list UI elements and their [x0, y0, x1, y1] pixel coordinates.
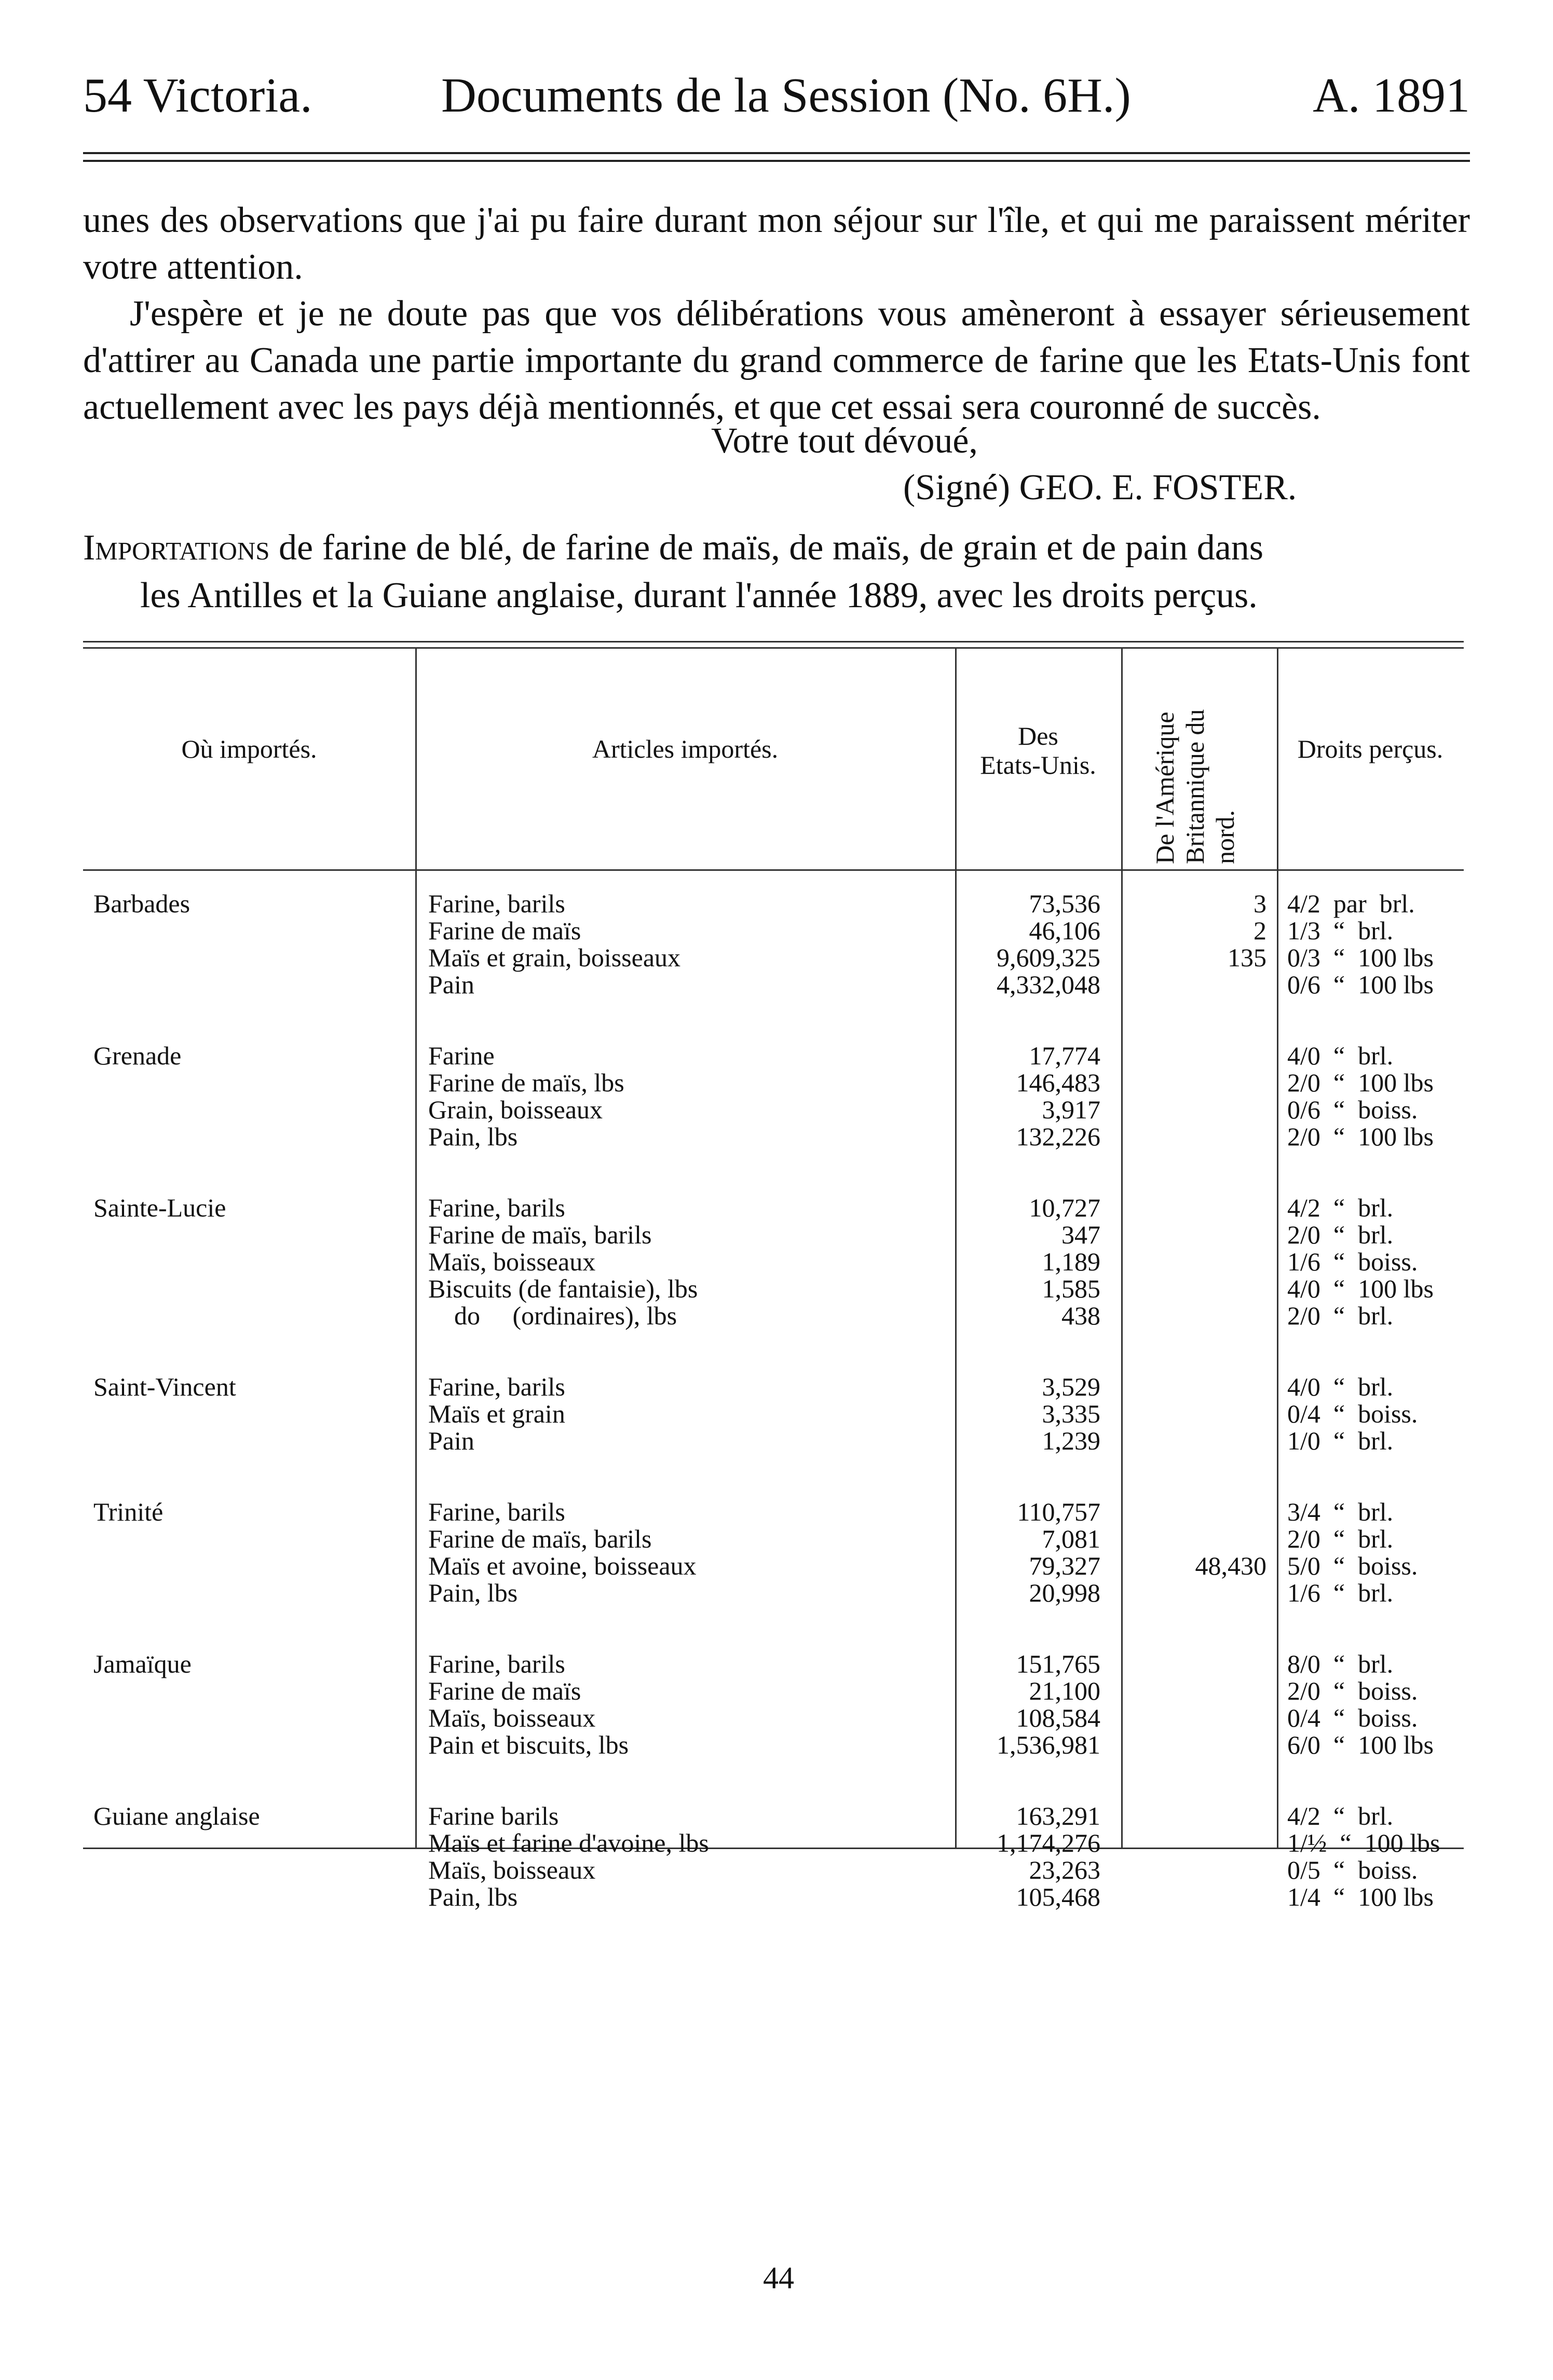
duty-cell: 0/5 “ boiss.	[1287, 1855, 1418, 1884]
bna-quantity-cell: 135	[1228, 943, 1266, 972]
article-cell: Biscuits (de fantaisie), lbs	[428, 1274, 698, 1303]
duty-cell: 4/0 “ 100 lbs	[1287, 1274, 1434, 1303]
header-article: Articles importés.	[592, 734, 779, 763]
header-right: A. 1891	[1313, 69, 1470, 122]
article-cell: Maïs et avoine, boisseaux	[428, 1551, 697, 1580]
table-title	[83, 524, 1470, 620]
bna-quantity-cell: 48,430	[1195, 1551, 1266, 1580]
col-rule-4	[1277, 647, 1278, 1848]
header-rule-bottom	[83, 160, 1470, 162]
article-cell: Grain, boisseaux	[428, 1095, 603, 1124]
us-quantity-cell: 4,332,048	[997, 970, 1100, 999]
us-quantity-cell: 23,263	[1029, 1855, 1100, 1884]
us-quantity-cell: 1,239	[1042, 1426, 1100, 1455]
duty-cell: 0/6 “ boiss.	[1287, 1095, 1418, 1124]
place-name: Sainte-Lucie	[93, 1193, 226, 1222]
us-quantity-cell: 17,774	[1029, 1041, 1100, 1070]
header-rule-top	[83, 152, 1470, 154]
us-quantity-cell: 3,335	[1042, 1399, 1100, 1428]
article-cell: Maïs et grain, boisseaux	[428, 943, 681, 972]
us-quantity-cell: 21,100	[1029, 1676, 1100, 1705]
duty-cell: 4/0 “ brl.	[1287, 1041, 1394, 1070]
table-rule-top-2	[83, 647, 1464, 649]
letter-signature: (Signé) GEO. E. FOSTER.	[903, 468, 1297, 508]
header-bna-line1: De l'Amérique	[1150, 712, 1179, 864]
duty-cell: 4/2 par brl.	[1287, 889, 1415, 918]
table-title-line2: les Antilles et la Guiane anglaise, durant l'année 1889, avec les droits perçus.	[140, 576, 1258, 615]
duty-cell: 1/4 “ 100 lbs	[1287, 1882, 1434, 1911]
col-rule-1	[415, 647, 417, 1848]
letter-paragraph-1: unes des observations que j'ai pu faire durant mon séjour sur l'île, et qui me paraissent mériter votre attention.	[83, 200, 1470, 287]
header-us-line2: Etats-Unis.	[980, 750, 1096, 779]
header-duties: Droits perçus.	[1297, 734, 1443, 763]
us-quantity-cell: 3,917	[1042, 1095, 1100, 1124]
duty-cell: 0/3 “ 100 lbs	[1287, 943, 1434, 972]
duty-cell: 2/0 “ brl.	[1287, 1524, 1394, 1553]
table-title-lead: Importations	[83, 528, 270, 568]
article-cell: Farine de maïs	[428, 1676, 581, 1705]
article-cell: Farine de maïs, barils	[428, 1524, 652, 1553]
us-quantity-cell: 110,757	[1017, 1497, 1100, 1526]
us-quantity-cell: 108,584	[1016, 1703, 1100, 1732]
article-cell: Pain	[428, 970, 474, 999]
header-bna	[1150, 656, 1240, 864]
us-quantity-cell: 1,536,981	[997, 1730, 1100, 1759]
article-cell: Farine de maïs	[428, 916, 581, 945]
duty-cell: 0/4 “ boiss.	[1287, 1399, 1418, 1428]
duty-cell: 0/6 “ 100 lbs	[1287, 970, 1434, 999]
article-cell: Farine, barils	[428, 1193, 565, 1222]
us-quantity-cell: 46,106	[1029, 916, 1100, 945]
duty-cell: 8/0 “ brl.	[1287, 1649, 1394, 1678]
article-cell: Farine, barils	[428, 1497, 565, 1526]
table-rule-top	[83, 641, 1464, 642]
article-cell: Pain, lbs	[428, 1578, 518, 1607]
duty-cell: 4/2 “ brl.	[1287, 1801, 1394, 1830]
article-cell: Farine, barils	[428, 1372, 565, 1401]
place-name: Barbades	[93, 889, 190, 918]
duty-cell: 1/3 “ brl.	[1287, 916, 1394, 945]
us-quantity-cell: 7,081	[1042, 1524, 1100, 1553]
article-cell: Pain, lbs	[428, 1122, 518, 1151]
table-header-rule	[83, 869, 1464, 871]
duty-cell: 1/6 “ brl.	[1287, 1578, 1394, 1607]
article-cell: Maïs et farine d'avoine, lbs	[428, 1828, 709, 1857]
article-cell: Farine de maïs, barils	[428, 1220, 652, 1249]
letter-paragraph-2: J'espère et je ne doute pas que vos délibérations vous amèneront à essayer sérieusement d'attirer au Canada une partie importante du grand commerce de farine que les Etats-Unis font actuellement avec les pays déjà mentionnés, et que cet essai sera couronné de succès.	[83, 294, 1470, 427]
us-quantity-cell: 10,727	[1029, 1193, 1100, 1222]
us-quantity-cell: 163,291	[1016, 1801, 1100, 1830]
us-quantity-cell: 79,327	[1029, 1551, 1100, 1580]
duty-cell: 1/½ “ 100 lbs	[1287, 1828, 1440, 1857]
article-cell: Maïs, boisseaux	[428, 1703, 596, 1732]
place-name: Grenade	[93, 1041, 182, 1070]
article-cell: Maïs, boisseaux	[428, 1247, 596, 1276]
us-quantity-cell: 1,174,276	[997, 1828, 1100, 1857]
article-cell: Farine, barils	[428, 889, 565, 918]
duty-cell: 2/0 “ boiss.	[1287, 1676, 1418, 1705]
us-quantity-cell: 9,609,325	[997, 943, 1100, 972]
bna-quantity-cell: 3	[1254, 889, 1266, 918]
duty-cell: 2/0 “ brl.	[1287, 1220, 1394, 1249]
article-cell: Farine barils	[428, 1801, 559, 1830]
header-bna-line3: nord.	[1210, 810, 1239, 864]
article-cell: Farine de maïs, lbs	[428, 1068, 624, 1097]
us-quantity-cell: 73,536	[1029, 889, 1100, 918]
header-left: 54 Victoria.	[83, 69, 312, 122]
us-quantity-cell: 1,189	[1042, 1247, 1100, 1276]
bna-quantity-cell: 2	[1254, 916, 1266, 945]
col-rule-3	[1121, 647, 1123, 1848]
duty-cell: 1/6 “ boiss.	[1287, 1247, 1418, 1276]
header-us	[955, 721, 1121, 779]
us-quantity-cell: 105,468	[1016, 1882, 1100, 1911]
header-bna-line2: Britannique du	[1180, 709, 1209, 864]
place-name: Saint-Vincent	[93, 1372, 236, 1401]
article-cell: Pain et biscuits, lbs	[428, 1730, 629, 1759]
us-quantity-cell: 151,765	[1016, 1649, 1100, 1678]
article-cell: do (ordinaires), lbs	[428, 1301, 677, 1330]
duty-cell: 1/0 “ brl.	[1287, 1426, 1394, 1455]
page-number: 44	[763, 2261, 794, 2295]
header-center: Documents de la Session (No. 6H.)	[441, 69, 1131, 122]
article-cell: Pain, lbs	[428, 1882, 518, 1911]
header-us-line1: Des	[1018, 721, 1058, 750]
us-quantity-cell: 3,529	[1042, 1372, 1100, 1401]
us-quantity-cell: 146,483	[1016, 1068, 1100, 1097]
table-title-line1: de farine de blé, de farine de maïs, de maïs, de grain et de pain dans	[269, 528, 1264, 568]
duty-cell: 2/0 “ brl.	[1287, 1301, 1394, 1330]
place-name: Guiane anglaise	[93, 1801, 260, 1830]
us-quantity-cell: 347	[1061, 1220, 1100, 1249]
duty-cell: 3/4 “ brl.	[1287, 1497, 1394, 1526]
us-quantity-cell: 132,226	[1016, 1122, 1100, 1151]
place-name: Trinité	[93, 1497, 164, 1526]
letter-body	[83, 197, 1470, 431]
duty-cell: 2/0 “ 100 lbs	[1287, 1068, 1434, 1097]
duty-cell: 0/4 “ boiss.	[1287, 1703, 1418, 1732]
running-header	[83, 67, 1470, 125]
place-name: Jamaïque	[93, 1649, 192, 1678]
duty-cell: 4/0 “ brl.	[1287, 1372, 1394, 1401]
duty-cell: 2/0 “ 100 lbs	[1287, 1122, 1434, 1151]
col-rule-2	[955, 647, 957, 1848]
duty-cell: 5/0 “ boiss.	[1287, 1551, 1418, 1580]
article-cell: Farine	[428, 1041, 495, 1070]
duty-cell: 4/2 “ brl.	[1287, 1193, 1394, 1222]
article-cell: Maïs et grain	[428, 1399, 565, 1428]
article-cell: Pain	[428, 1426, 474, 1455]
article-cell: Farine, barils	[428, 1649, 565, 1678]
us-quantity-cell: 20,998	[1029, 1578, 1100, 1607]
us-quantity-cell: 438	[1061, 1301, 1100, 1330]
header-place: Où importés.	[181, 734, 317, 763]
article-cell: Maïs, boisseaux	[428, 1855, 596, 1884]
us-quantity-cell: 1,585	[1042, 1274, 1100, 1303]
letter-closing: Votre tout dévoué,	[711, 421, 978, 461]
duty-cell: 6/0 “ 100 lbs	[1287, 1730, 1434, 1759]
